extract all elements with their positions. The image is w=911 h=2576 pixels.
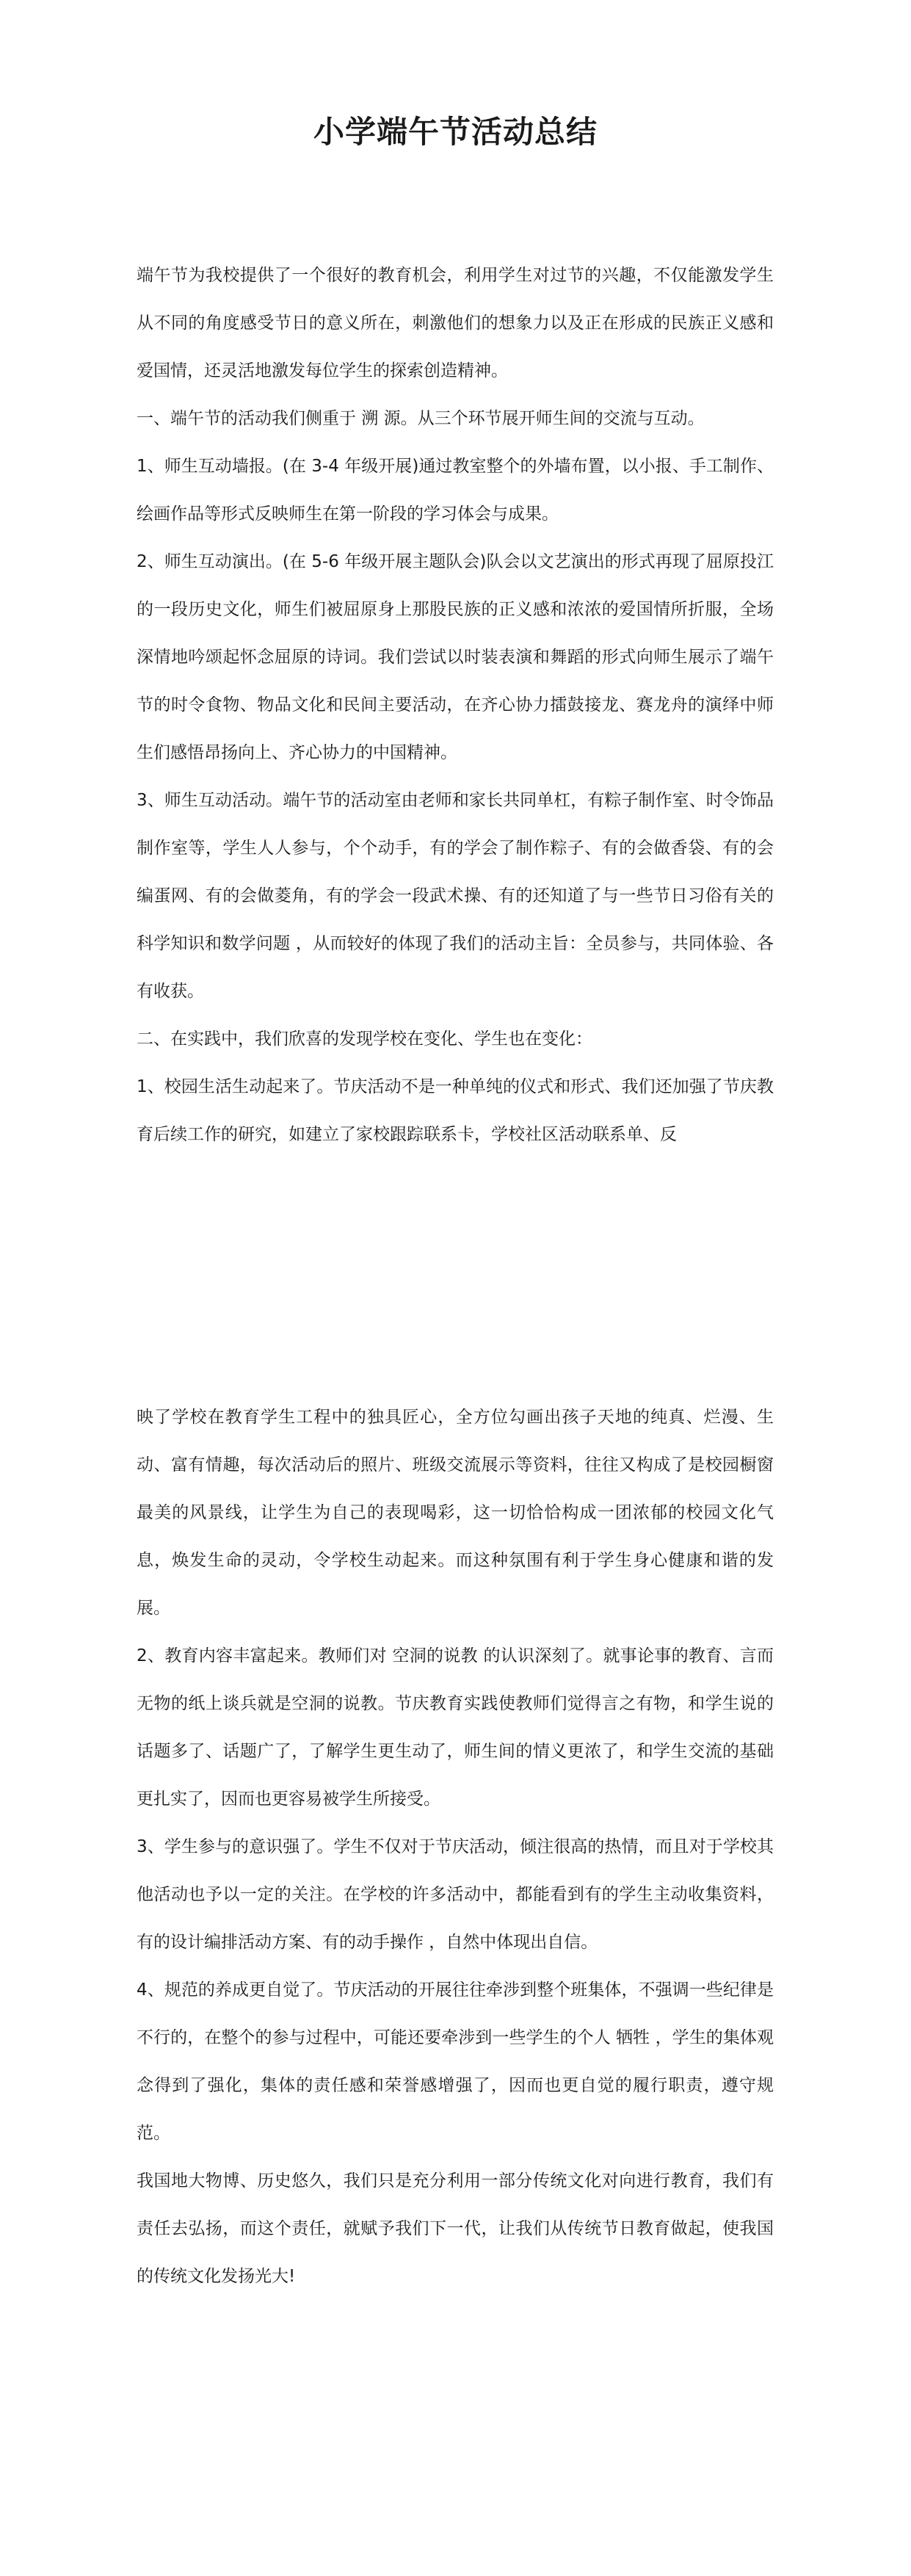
text-block-lower	[137, 1394, 774, 2301]
paragraph: 映了学校在教育学生工程中的独具匠心，全方位勾画出孩子天地的纯真、烂漫、生动、富有情趣，每次活动后的照片、班级交流展示等资料，往往又构成了是校园橱窗最美的风景线，让学生为自己的表现喝彩，这一切恰恰构成一团浓郁的校园文化气息，焕发生命的灵动，令学校生动起来。而这种氛围有利于学生身心健康和谐的发展。	[137, 1408, 774, 1618]
paragraph: 2、师生互动演出。(在 5-6 年级开展主题队会)队会以文艺演出的形式再现了屈原投江的一段历史文化，师生们被屈原身上那股民族的正义感和浓浓的爱国情所折服，全场深情地吟颂起怀念屈原的诗词。我们尝试以时装表演和舞蹈的形式向师生展示了端午节的时令食物、物品文化和民间主要活动，在齐心协力擂鼓接龙、赛龙舟的演绎中师生们感悟昂扬向上、齐心协力的中国精神。	[137, 552, 774, 762]
paragraph: 2、教育内容丰富起来。教师们对 空洞的说教 的认识深刻了。就事论事的教育、言而无物的纸上谈兵就是空洞的说教。节庆教育实践使教师们觉得言之有物，和学生说的话题多了、话题广了，了解学生更生动了，师生间的情义更浓了，和学生交流的基础更扎实了，因而也更容易被学生所接受。	[137, 1646, 774, 1809]
document-title: 小学端午节活动总结	[313, 114, 598, 150]
paragraph: 4、规范的养成更自觉了。节庆活动的开展往往牵涉到整个班集体，不强调一些纪律是不行的，在整个的参与过程中，可能还要牵涉到一些学生的个人 牺牲 ，学生的集体观念得到了强化，集体的责任感和荣誉感增强了，因而也更自觉的履行职责，遵守规范。	[137, 1980, 774, 2143]
paragraph: 一、端午节的活动我们侧重于 溯 源。从三个环节展开师生间的交流与互动。	[137, 409, 705, 428]
paragraph: 1、师生互动墙报。(在 3-4 年级开展)通过教室整个的外墙布置，以小报、手工制作、绘画作品等形式反映师生在第一阶段的学习体会与成果。	[137, 457, 774, 524]
text-block-upper	[137, 252, 774, 1159]
paragraph: 1、校园生活生动起来了。节庆活动不是一种单纯的仪式和形式、我们还加强了节庆教育后续工作的研究，如建立了家校跟踪联系卡，学校社区活动联系单、反	[137, 1077, 774, 1144]
paragraph: 端午节为我校提供了一个很好的教育机会，利用学生对过节的兴趣，不仅能激发学生从不同的角度感受节日的意义所在，刺激他们的想象力以及正在形成的民族正义感和爱国情，还灵活地激发每位学生的探索创造精神。	[137, 266, 774, 380]
paragraph: 3、学生参与的意识强了。学生不仅对于节庆活动，倾注很高的热情，而且对于学校其他活动也予以一定的关注。在学校的许多活动中，都能看到有的学生主动收集资料，有的设计编排活动方案、有的动手操作 ，自然中体现出自信。	[137, 1837, 774, 1952]
paragraph: 我国地大物博、历史悠久，我们只是充分利用一部分传统文化对向进行教育，我们有责任去弘扬，而这个责任，就赋予我们下一代，让我们从传统节日教育做起，使我国的传统文化发扬光大!	[137, 2171, 774, 2286]
paragraph: 二、在实践中，我们欣喜的发现学校在变化、学生也在变化：	[137, 1030, 592, 1049]
paragraph: 3、师生互动活动。端午节的活动室由老师和家长共同单杠，有粽子制作室、时令饰品制作室等，学生人人参与，个个动手，有的学会了制作粽子、有的会做香袋、有的会编蛋网、有的会做菱角，有的学会一段武术操、有的还知道了与一些节日习俗有关的科学知识和数学问题 ，从而较好的体现了我们的活动主旨：全员参与，共同体验、各有收获。	[137, 791, 774, 1001]
